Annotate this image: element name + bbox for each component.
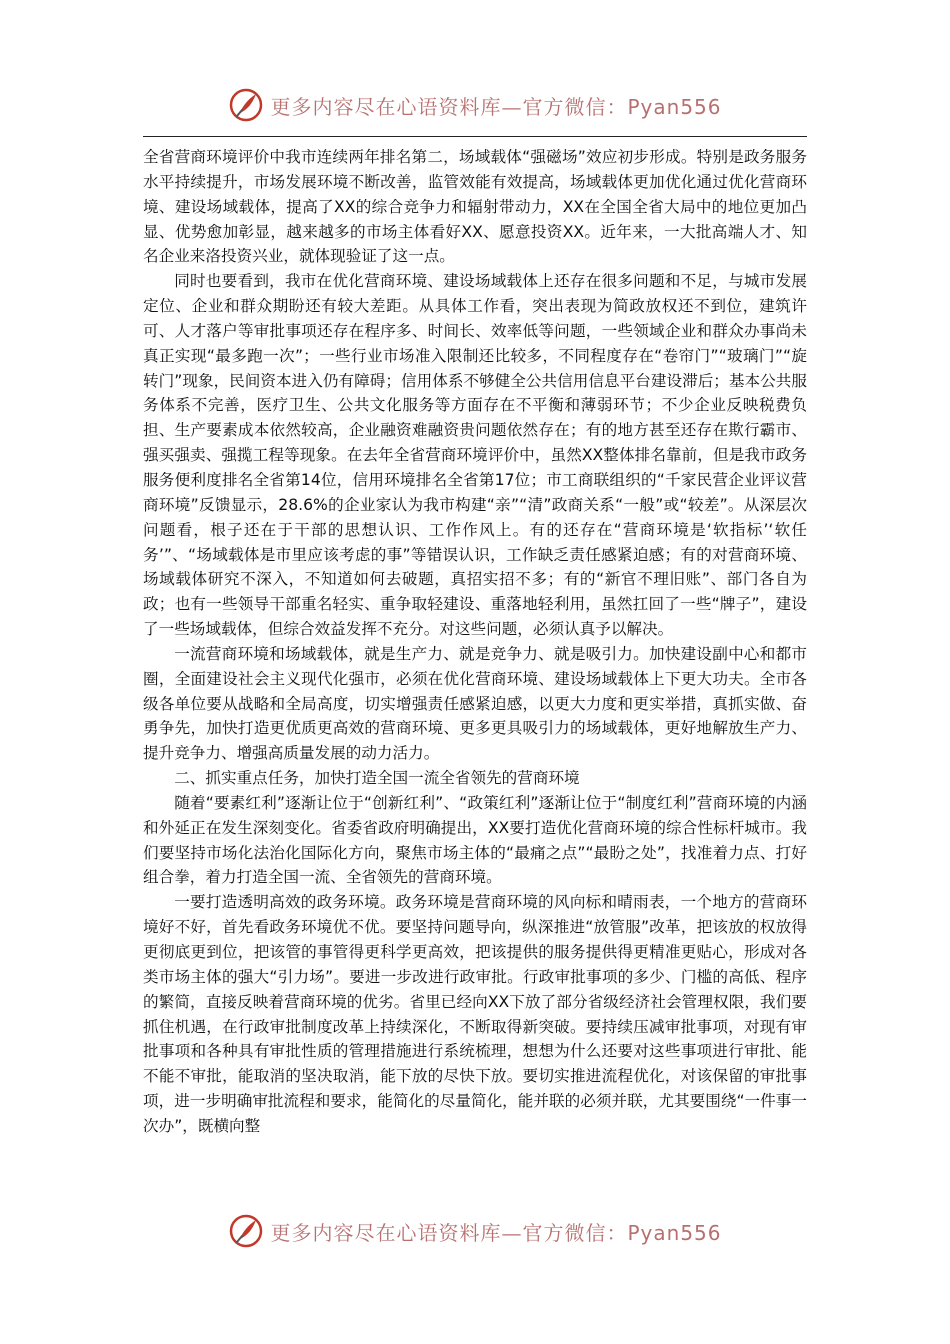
header-divider bbox=[143, 136, 807, 137]
header-banner bbox=[0, 80, 950, 130]
quill-logo-icon bbox=[228, 1213, 264, 1249]
banner-text: 更多内容尽在心语资料库—官方微信：Pyan556 bbox=[270, 1220, 722, 1245]
section-heading: 二、抓实重点任务，加快打造全国一流全省领先的营商环境 bbox=[174, 769, 580, 788]
footer-banner bbox=[0, 1206, 950, 1256]
wechat-id: Pyan556 bbox=[627, 94, 722, 119]
document-body bbox=[143, 145, 807, 1139]
paragraph: 同时也要看到，我市在优化营商环境、建设场域载体上还存在很多问题和不足，与城市发展定位、企业和群众期盼还有较大差距。从具体工作看，突出表现为简政放权还不到位，建筑许可、人才落户等审批事项还存在程序多、时间长、效率低等问题，一些领域企业和群众办事尚未真正实现“最多跑一次”；一些行业市场准入限制还比较多，不同程度存在“卷帘门”“玻璃门”“旋转门”现象，民间资本进入仍有障碍；信用体系不够健全公共信用信息平台建设滞后；基本公共服务体系不完善，医疗卫生、公共文化服务等方面存在不平衡和薄弱环节；不少企业反映税费负担、生产要素成本依然较高，企业融资难融资贵问题依然存在；有的地方甚至还存在欺行霸市、强买强卖、强揽工程等现象。在去年全省营商环境评价中，虽然XX整体排名靠前，但是我市政务服务便利度排名全省第14位，信用环境排名全省第17位；市工商联组织的“千家民营企业评议营商环境”反馈显示，28.6%的企业家认为我市构建“亲”“清”政商关系“一般”或“较差”。从深层次问题看，根子还在于干部的思想认识、工作作风上。有的还存在“营商环境是‘软指标’‘软任务’”、“场域载体是市里应该考虑的事”等错误认识，工作缺乏责任感紧迫感；有的对营商环境、场域载体研究不深入，不知道如何去破题，真招实招不多；有的“新官不理旧账”、部门各自为政；也有一些领导干部重名轻实、重争取轻建设、重落地轻利用，虽然扛回了一些“牌子”，建设了一些场域载体，但综合效益发挥不充分。对这些问题，必须认真予以解决。 bbox=[143, 272, 807, 639]
quill-logo-icon bbox=[228, 87, 264, 123]
paragraph: 全省营商环境评价中我市连续两年排名第二，场域载体“强磁场”效应初步形成。特别是政务服务水平持续提升，市场发展环境不断改善，监管效能有效提高，场域载体更加优化通过优化营商环境、建设场域载体，提高了XX的综合竞争力和辐射带动力，XX在全国全省大局中的地位更加凸显、优势愈加彰显，越来越多的市场主体看好XX、愿意投资XX。近年来，一大批高端人才、知名企业来洛投资兴业，就体现验证了这一点。 bbox=[143, 148, 807, 266]
paragraph: 一要打造透明高效的政务环境。政务环境是营商环境的风向标和晴雨表，一个地方的营商环境好不好，首先看政务环境优不优。要坚持问题导向，纵深推进“放管服”改革，把该放的权放得更彻底更到位，把该管的事管得更科学更高效，把该提供的服务提供得更精准更贴心，形成对各类市场主体的强大“引力场”。要进一步改进行政审批。行政审批事项的多少、门槛的高低、程序的繁简，直接反映着营商环境的优劣。省里已经向XX下放了部分省级经济社会管理权限，我们要抓住机遇，在行政审批制度改革上持续深化，不断取得新突破。要持续压减审批事项，对现有审批事项和各种具有审批性质的管理措施进行系统梳理，想想为什么还要对这些事项进行审批、能不能不审批，能取消的坚决取消，能下放的尽快下放。要切实推进流程优化，对该保留的审批事项，进一步明确审批流程和要求，能简化的尽量简化，能并联的必须并联，尤其要围绕“一件事一次办”，既横向整 bbox=[143, 893, 807, 1135]
paragraph: 一流营商环境和场域载体，就是生产力、就是竞争力、就是吸引力。加快建设副中心和都市圈，全面建设社会主义现代化强市，必须在优化营商环境、建设场域载体上下更大功夫。全市各级各单位要从战略和全局高度，切实增强责任感紧迫感，以更大力度和更实举措，真抓实做、奋勇争先，加快打造更优质更高效的营商环境、更多更具吸引力的场域载体，更好地解放生产力、提升竞争力、增强高质量发展的动力活力。 bbox=[143, 644, 807, 763]
banner-text: 更多内容尽在心语资料库—官方微信：Pyan556 bbox=[270, 94, 722, 119]
wechat-id: Pyan556 bbox=[627, 1220, 722, 1245]
paragraph: 随着“要素红利”逐渐让位于“创新红利”、“政策红利”逐渐让位于“制度红利”营商环境的内涵和外延正在发生深刻变化。省委省政府明确提出，XX要打造优化营商环境的综合性标杆城市。我们要坚持市场化法治化国际化方向，聚焦市场主体的“最痛之点”“最盼之处”，找准着力点、打好组合拳，着力打造全国一流、全省领先的营商环境。 bbox=[143, 793, 807, 887]
